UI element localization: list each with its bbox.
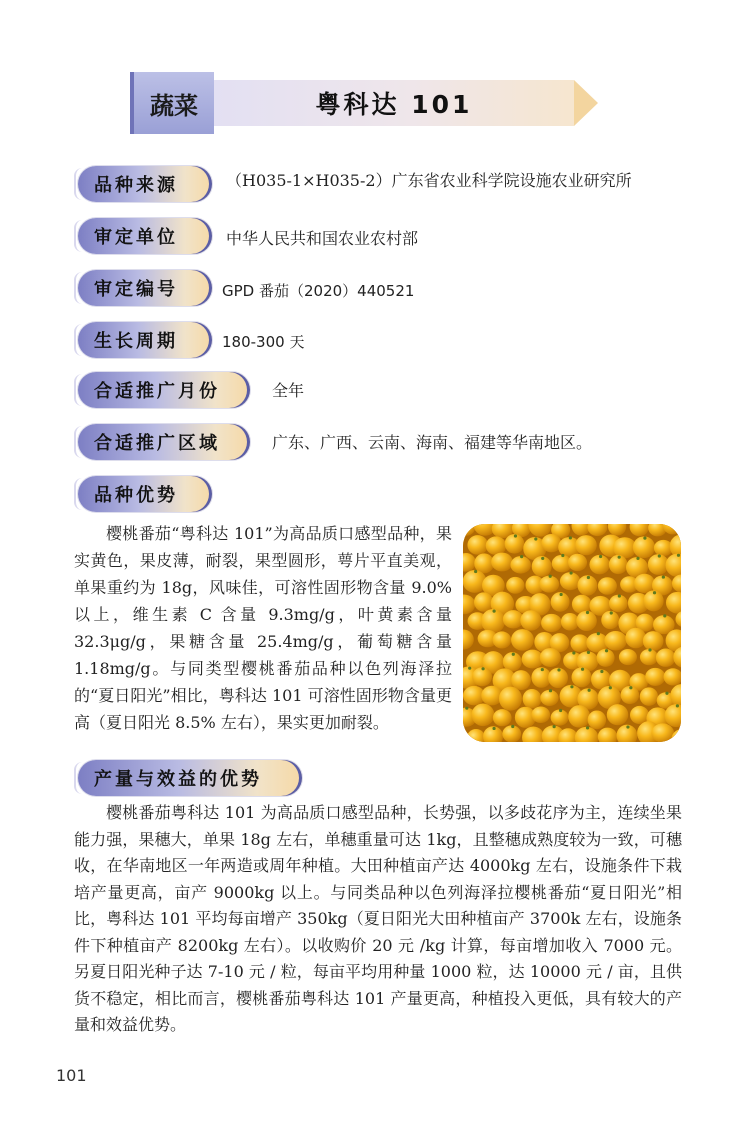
tomato-stem-shape bbox=[626, 725, 629, 728]
section-heading-yield-advantage: 产量与效益的优势 bbox=[78, 760, 302, 796]
tomato-stem-shape bbox=[588, 689, 591, 692]
tomato-shape bbox=[609, 595, 628, 612]
tomato-shape bbox=[541, 614, 562, 632]
tomato-shape bbox=[633, 536, 655, 558]
tomato-stem-shape bbox=[557, 668, 560, 671]
tomato-shape bbox=[467, 535, 488, 555]
paragraph-variety-advantage: 樱桃番茄“粤科达 101”为高品质口感型品种，果实黄色，果皮薄，耐裂，果型圆形，萼片平直美观，单果重约为 18g，风味佳，可溶性固形物含量 9.0% 以上，维生素 C 含量 9.3mg/g，叶黄素含量 32.3μg/g，果糖含量 25.4mg/g，葡萄糖含量 1.18mg/g。与同类型樱桃番茄品种以色列海泽拉的“夏日阳光”相比，粤科达 101 可溶性固形物含量更高（夏日阳光 8.5% 左右），果实更加耐裂。 bbox=[74, 524, 452, 732]
tomato-stem-shape bbox=[618, 556, 621, 559]
tomato-shape bbox=[502, 725, 521, 742]
tomato-shape bbox=[539, 576, 559, 593]
tomato-stem-shape bbox=[648, 648, 651, 651]
tomato-shape bbox=[472, 704, 495, 727]
tomato-stem-shape bbox=[492, 727, 495, 730]
tomato-shape bbox=[575, 535, 597, 555]
tomato-shape bbox=[493, 709, 512, 726]
tomato-shape bbox=[474, 592, 493, 611]
tomato-shape bbox=[640, 649, 658, 665]
tomato-stem-shape bbox=[549, 575, 552, 578]
tomato-shape bbox=[520, 610, 541, 630]
tomato-stem-shape bbox=[569, 571, 572, 574]
tomato-shape bbox=[511, 670, 531, 690]
tomato-shape bbox=[506, 577, 524, 594]
tomato-shape bbox=[589, 555, 609, 574]
tomato-stem-shape bbox=[560, 593, 563, 596]
value-approval-number: GPD 番茄（2020）440521 bbox=[222, 282, 415, 300]
tomato-stem-shape bbox=[512, 653, 515, 656]
tomato-stem-shape bbox=[587, 651, 590, 654]
tomato-stem-shape bbox=[629, 686, 632, 689]
tomato-shape bbox=[510, 556, 530, 573]
title-banner bbox=[130, 68, 620, 138]
tomato-stem-shape bbox=[586, 726, 589, 729]
tomato-stem-shape bbox=[586, 611, 589, 614]
tomato-stem-shape bbox=[609, 686, 612, 689]
tomato-stem-shape bbox=[677, 554, 680, 557]
tomato-shape bbox=[486, 536, 507, 555]
tomato-stem-shape bbox=[549, 689, 552, 692]
tomato-shape bbox=[551, 709, 569, 725]
value-variety-source: （H035-1×H035-2）广东省农业科学院设施农业研究所 bbox=[226, 171, 632, 190]
tomato-stem-shape bbox=[597, 632, 600, 635]
tomato-stem-shape bbox=[474, 570, 477, 573]
category-label: 蔬菜 bbox=[130, 72, 214, 134]
tomato-stem-shape bbox=[636, 557, 639, 560]
tomato-stem-shape bbox=[481, 667, 484, 670]
tomato-shape bbox=[572, 595, 592, 614]
tomato-shape bbox=[561, 613, 579, 631]
tomato-stem-shape bbox=[658, 554, 661, 557]
tomato-stem-shape bbox=[643, 537, 646, 540]
tomato-stem-shape bbox=[520, 555, 523, 558]
tomato-shape bbox=[625, 628, 646, 649]
tomato-shape bbox=[568, 554, 587, 571]
label-promotion-months: 合适推广月份 bbox=[78, 372, 250, 408]
tomato-stem-shape bbox=[511, 725, 514, 728]
value-promotion-months: 全年 bbox=[272, 381, 305, 400]
tomato-stem-shape bbox=[662, 575, 665, 578]
tomato-stem-shape bbox=[600, 670, 603, 673]
tomato-shape bbox=[607, 704, 628, 725]
tomato-shape bbox=[523, 689, 542, 708]
tomato-stem-shape bbox=[599, 555, 602, 558]
label-promotion-region: 合适推广区域 bbox=[78, 424, 250, 460]
tomato-stem-shape bbox=[676, 704, 679, 707]
paragraph-yield-advantage: 樱桃番茄粤科达 101 为高品质口感型品种，长势强，以多歧花序为主，连续坐果能力强，果穗大，单果 18g 左右，单穗重量可达 1kg，且整穗成熟度较为一致，可穗收，在华南地区一年两造或周年种植。大田种植亩产达 4000kg 左右，设施条件下栽培产量更高，亩产 9000kg 以上。与同类品种以色列海泽拉樱桃番茄“夏日阳光”相比，粤科达 101 平均每亩增产 350kg（夏日阳光大田种植亩产 3700k 左右，设施条件下种植亩产 8200kg 左右）。以收购价 20 元 /kg 计算，每亩增加收入 7000 元。另夏日阳光种子达 7-10 元 / 粒，每亩平均用种量 1000 粒，达 10000 元 / 亩，且供货不稳定，相比而言，樱桃番茄粤科达 101 产量更高，种植投入更低，具有较大的产量和效益优势。 bbox=[74, 803, 682, 1034]
tomato-shape bbox=[651, 723, 674, 742]
tomato-stem-shape bbox=[541, 668, 544, 671]
tomato-stem-shape bbox=[610, 611, 613, 614]
tomato-shape bbox=[511, 629, 534, 651]
tomato-shape bbox=[540, 690, 558, 706]
tomato-shape bbox=[560, 572, 580, 590]
tomato-shape bbox=[481, 609, 505, 633]
tomato-stem-shape bbox=[570, 685, 573, 688]
tomato-stem-shape bbox=[581, 668, 584, 671]
tomato-stem-shape bbox=[618, 594, 621, 597]
tomato-stem-shape bbox=[561, 554, 564, 557]
banner-arrow-icon bbox=[574, 80, 598, 126]
tomato-stem-shape bbox=[468, 667, 471, 670]
tomato-stem-shape bbox=[572, 651, 575, 654]
tomato-shape bbox=[656, 648, 676, 666]
label-approval-unit: 审定单位 bbox=[78, 218, 212, 254]
value-approval-unit: 中华人民共和国农业农村部 bbox=[226, 229, 419, 248]
label-growth-cycle: 生长周期 bbox=[78, 322, 212, 358]
page-number: 101 bbox=[56, 1066, 87, 1085]
tomato-shape bbox=[531, 706, 550, 723]
value-growth-cycle: 180-300 天 bbox=[222, 333, 305, 351]
label-variety-source: 品种来源 bbox=[78, 166, 212, 202]
tomato-stem-shape bbox=[663, 614, 666, 617]
tomato-shape bbox=[491, 553, 513, 572]
tomato-shape bbox=[598, 577, 617, 595]
cherry-tomato-photo bbox=[463, 524, 681, 742]
yellow-tomatoes-image bbox=[463, 524, 681, 742]
tomato-stem-shape bbox=[514, 534, 517, 537]
tomato-stem-shape bbox=[665, 692, 668, 695]
tomato-shape bbox=[541, 534, 561, 552]
tomato-stem-shape bbox=[569, 536, 572, 539]
tomato-shape bbox=[472, 667, 492, 686]
tomato-shape bbox=[604, 631, 627, 650]
tomato-shape bbox=[630, 706, 649, 724]
page-title: 粤科达 101 bbox=[214, 80, 574, 126]
tomato-stem-shape bbox=[541, 557, 544, 560]
tomato-stem-shape bbox=[553, 725, 556, 728]
value-promotion-region: 广东、广西、云南、海南、福建等华南地区。 bbox=[272, 433, 593, 452]
tomato-shape bbox=[634, 574, 655, 593]
tomato-shape bbox=[619, 649, 637, 665]
section-heading-variety-advantage: 品种优势 bbox=[78, 476, 212, 512]
tomato-stem-shape bbox=[559, 709, 562, 712]
tomato-shape bbox=[499, 687, 522, 711]
tomato-shape bbox=[588, 710, 606, 729]
tomato-shape bbox=[568, 705, 590, 727]
tomato-stem-shape bbox=[653, 591, 656, 594]
tomato-shape bbox=[640, 687, 658, 705]
tomato-stem-shape bbox=[493, 610, 496, 613]
tomato-stem-shape bbox=[465, 707, 468, 710]
tomato-stem-shape bbox=[587, 576, 590, 579]
tomato-shape bbox=[493, 631, 512, 648]
tomato-stem-shape bbox=[605, 649, 608, 652]
label-approval-number: 审定编号 bbox=[78, 270, 212, 306]
tomato-shape bbox=[643, 631, 664, 651]
tomato-shape bbox=[645, 668, 665, 686]
tomato-stem-shape bbox=[534, 537, 537, 540]
tomato-shape bbox=[540, 648, 561, 667]
